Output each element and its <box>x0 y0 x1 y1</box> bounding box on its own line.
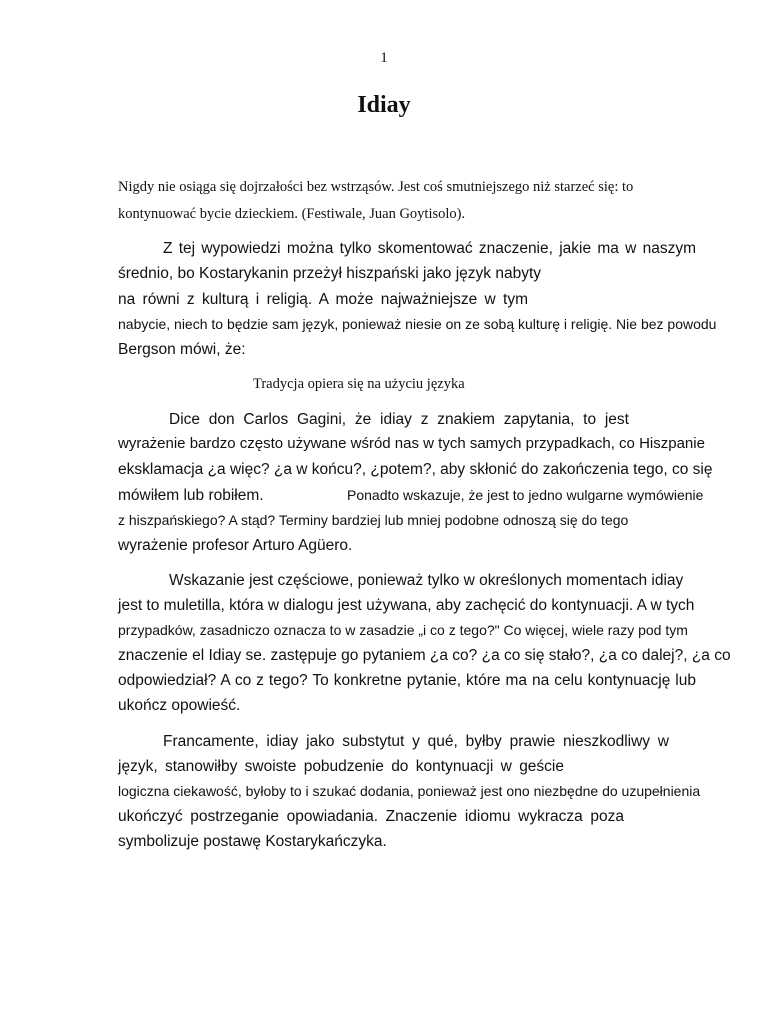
paragraph-line: wyrażenie bardzo często używane wśród nas w tych samych przypadkach, co Hiszpanie <box>118 435 705 452</box>
paragraph-line: Francamente, idiay jako substytut y qué, byłby prawie nieszkodliwy w <box>163 733 669 750</box>
paragraph-line: Wskazanie jest częściowe, ponieważ tylko w określonych momentach idiay <box>169 572 684 589</box>
paragraph-line: średnio, bo Kostarykanin przeżył hiszpański jako język nabyty <box>118 265 542 282</box>
paragraph-line: Bergson mówi, że: <box>118 341 246 358</box>
paragraph-line: przypadków, zasadniczo oznacza to w zasadzie „i co z tego?" Co więcej, wiele razy pod tym <box>118 622 688 638</box>
paragraph-line: Ponadto wskazuje, że jest to jedno wulgarne wymówienie <box>347 487 704 503</box>
page-title: Idiay <box>357 92 411 118</box>
epigraph-line: kontynuować bycie dzieckiem. (Festiwale, Juan Goytisolo). <box>118 206 466 222</box>
paragraph-line: wyrażenie profesor Arturo Agüero. <box>118 537 353 554</box>
paragraph-line: jest to muletilla, która w dialogu jest używana, aby zachęcić do kontynuacji. A w tych <box>118 597 695 614</box>
paragraph-line: język, stanowiłby swoiste pobudzenie do kontynuacji w geście <box>118 758 564 775</box>
paragraph-line: na równi z kulturą i religią. A może najważniejsze w tym <box>118 291 528 308</box>
page-number: 1 <box>380 50 388 66</box>
paragraph-line: odpowiedział? A co z tego? To konkretne pytanie, które ma na celu kontynuację lub <box>118 672 696 689</box>
paragraph-line: mówiłem lub robiłem. <box>118 487 264 504</box>
paragraph-line: eksklamacja ¿a więc? ¿a w końcu?, ¿potem?, aby skłonić do zakończenia tego, co się <box>118 461 713 478</box>
epigraph-line: Nigdy nie osiąga się dojrzałości bez wstrząsów. Jest coś smutniejszego niż starzeć się: to <box>118 179 634 195</box>
paragraph-line: symbolizuje postawę Kostarykańczyka. <box>118 833 387 850</box>
paragraph-line: z hiszpańskiego? A stąd? Terminy bardziej lub mniej podobne odnoszą się do tego <box>118 512 629 528</box>
paragraph-line: Z tej wypowiedzi można tylko skomentować znaczenie, jakie ma w naszym <box>163 240 696 257</box>
paragraph-line: logiczna ciekawość, byłoby to i szukać dodania, ponieważ jest ono niezbędne do uzupełnienia <box>118 783 701 799</box>
paragraph-line: ukończyć postrzeganie opowiadania. Znaczenie idiomu wykracza poza <box>118 808 624 825</box>
block-quote: Tradycja opiera się na użyciu języka <box>253 376 465 392</box>
paragraph-line: znaczenie el Idiay se. zastępuje go pytaniem ¿a co? ¿a co się stało?, ¿a co dalej?, ¿a co <box>118 647 731 664</box>
paragraph-line: Dice don Carlos Gagini, że idiay z znakiem zapytania, to jest <box>169 411 629 428</box>
paragraph-line: ukończ opowieść. <box>118 697 241 714</box>
paragraph-line: nabycie, niech to będzie sam język, ponieważ niesie on ze sobą kulturę i religię. Nie bez powodu <box>118 316 717 332</box>
